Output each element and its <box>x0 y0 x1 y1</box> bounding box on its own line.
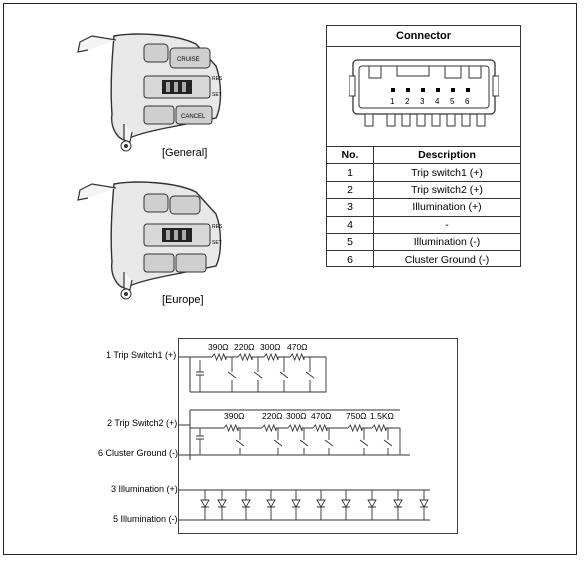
r1-label-2: 220Ω <box>234 342 255 352</box>
table-row: 5 Illumination (-) <box>327 233 520 250</box>
pin-label-5: 5 <box>450 97 455 106</box>
svg-text:RES: RES <box>212 76 223 82</box>
r2-label-1: 390Ω <box>224 411 245 421</box>
r1-label-3: 300Ω <box>260 342 281 352</box>
r1-label-1: 390Ω <box>208 342 229 352</box>
r2-label-3: 300Ω <box>286 411 307 421</box>
connector-panel <box>326 25 521 267</box>
r2-label-6: 1.5KΩ <box>370 411 394 421</box>
table-row: 3 Illumination (+) <box>327 199 520 216</box>
svg-text:CRUISE: CRUISE <box>177 57 200 63</box>
general-switch-illustration <box>66 28 236 158</box>
svg-text:RES: RES <box>212 224 223 230</box>
pin-label-2: 2 <box>405 97 410 106</box>
pin-label-6: 6 <box>465 97 470 106</box>
caption-europe: [Europe] <box>162 294 204 306</box>
schematic-frame <box>178 338 458 534</box>
table-row: 6 Cluster Ground (-) <box>327 251 520 268</box>
r2-label-4: 470Ω <box>311 411 332 421</box>
r1-label-4: 470Ω <box>287 342 308 352</box>
europe-switch-illustration <box>66 176 236 306</box>
schematic-label-trip-switch1: 1 Trip Switch1 (+) <box>106 350 177 360</box>
svg-text:SET: SET <box>212 92 222 98</box>
r2-label-2: 220Ω <box>262 411 283 421</box>
svg-text:CANCEL: CANCEL <box>181 114 206 120</box>
table-row: 1 Trip switch1 (+) <box>327 164 520 181</box>
connector-drawing <box>349 54 499 142</box>
header-no: No. <box>327 147 374 164</box>
table-header-row <box>327 147 520 164</box>
r2-label-5: 750Ω <box>346 411 367 421</box>
schematic-label-illumination-plus: 3 Illumination (+) <box>111 484 178 494</box>
pin-label-1: 1 <box>390 97 395 106</box>
pin-label-3: 3 <box>420 97 425 106</box>
table-row: 4 - <box>327 216 520 233</box>
header-description: Description <box>374 147 521 164</box>
caption-general: [General] <box>162 147 208 159</box>
table-row: 2 Trip switch2 (+) <box>327 181 520 198</box>
schematic-label-trip-switch2: 2 Trip Switch2 (+) <box>107 418 178 428</box>
connector-pin-table <box>327 146 520 268</box>
schematic-label-cluster-ground: 6 Cluster Ground (-) <box>98 448 179 458</box>
svg-text:SET: SET <box>212 240 222 246</box>
schematic-label-illumination-minus: 5 Illumination (-) <box>113 514 178 524</box>
pin-label-4: 4 <box>435 97 440 106</box>
connector-title: Connector <box>327 26 520 47</box>
